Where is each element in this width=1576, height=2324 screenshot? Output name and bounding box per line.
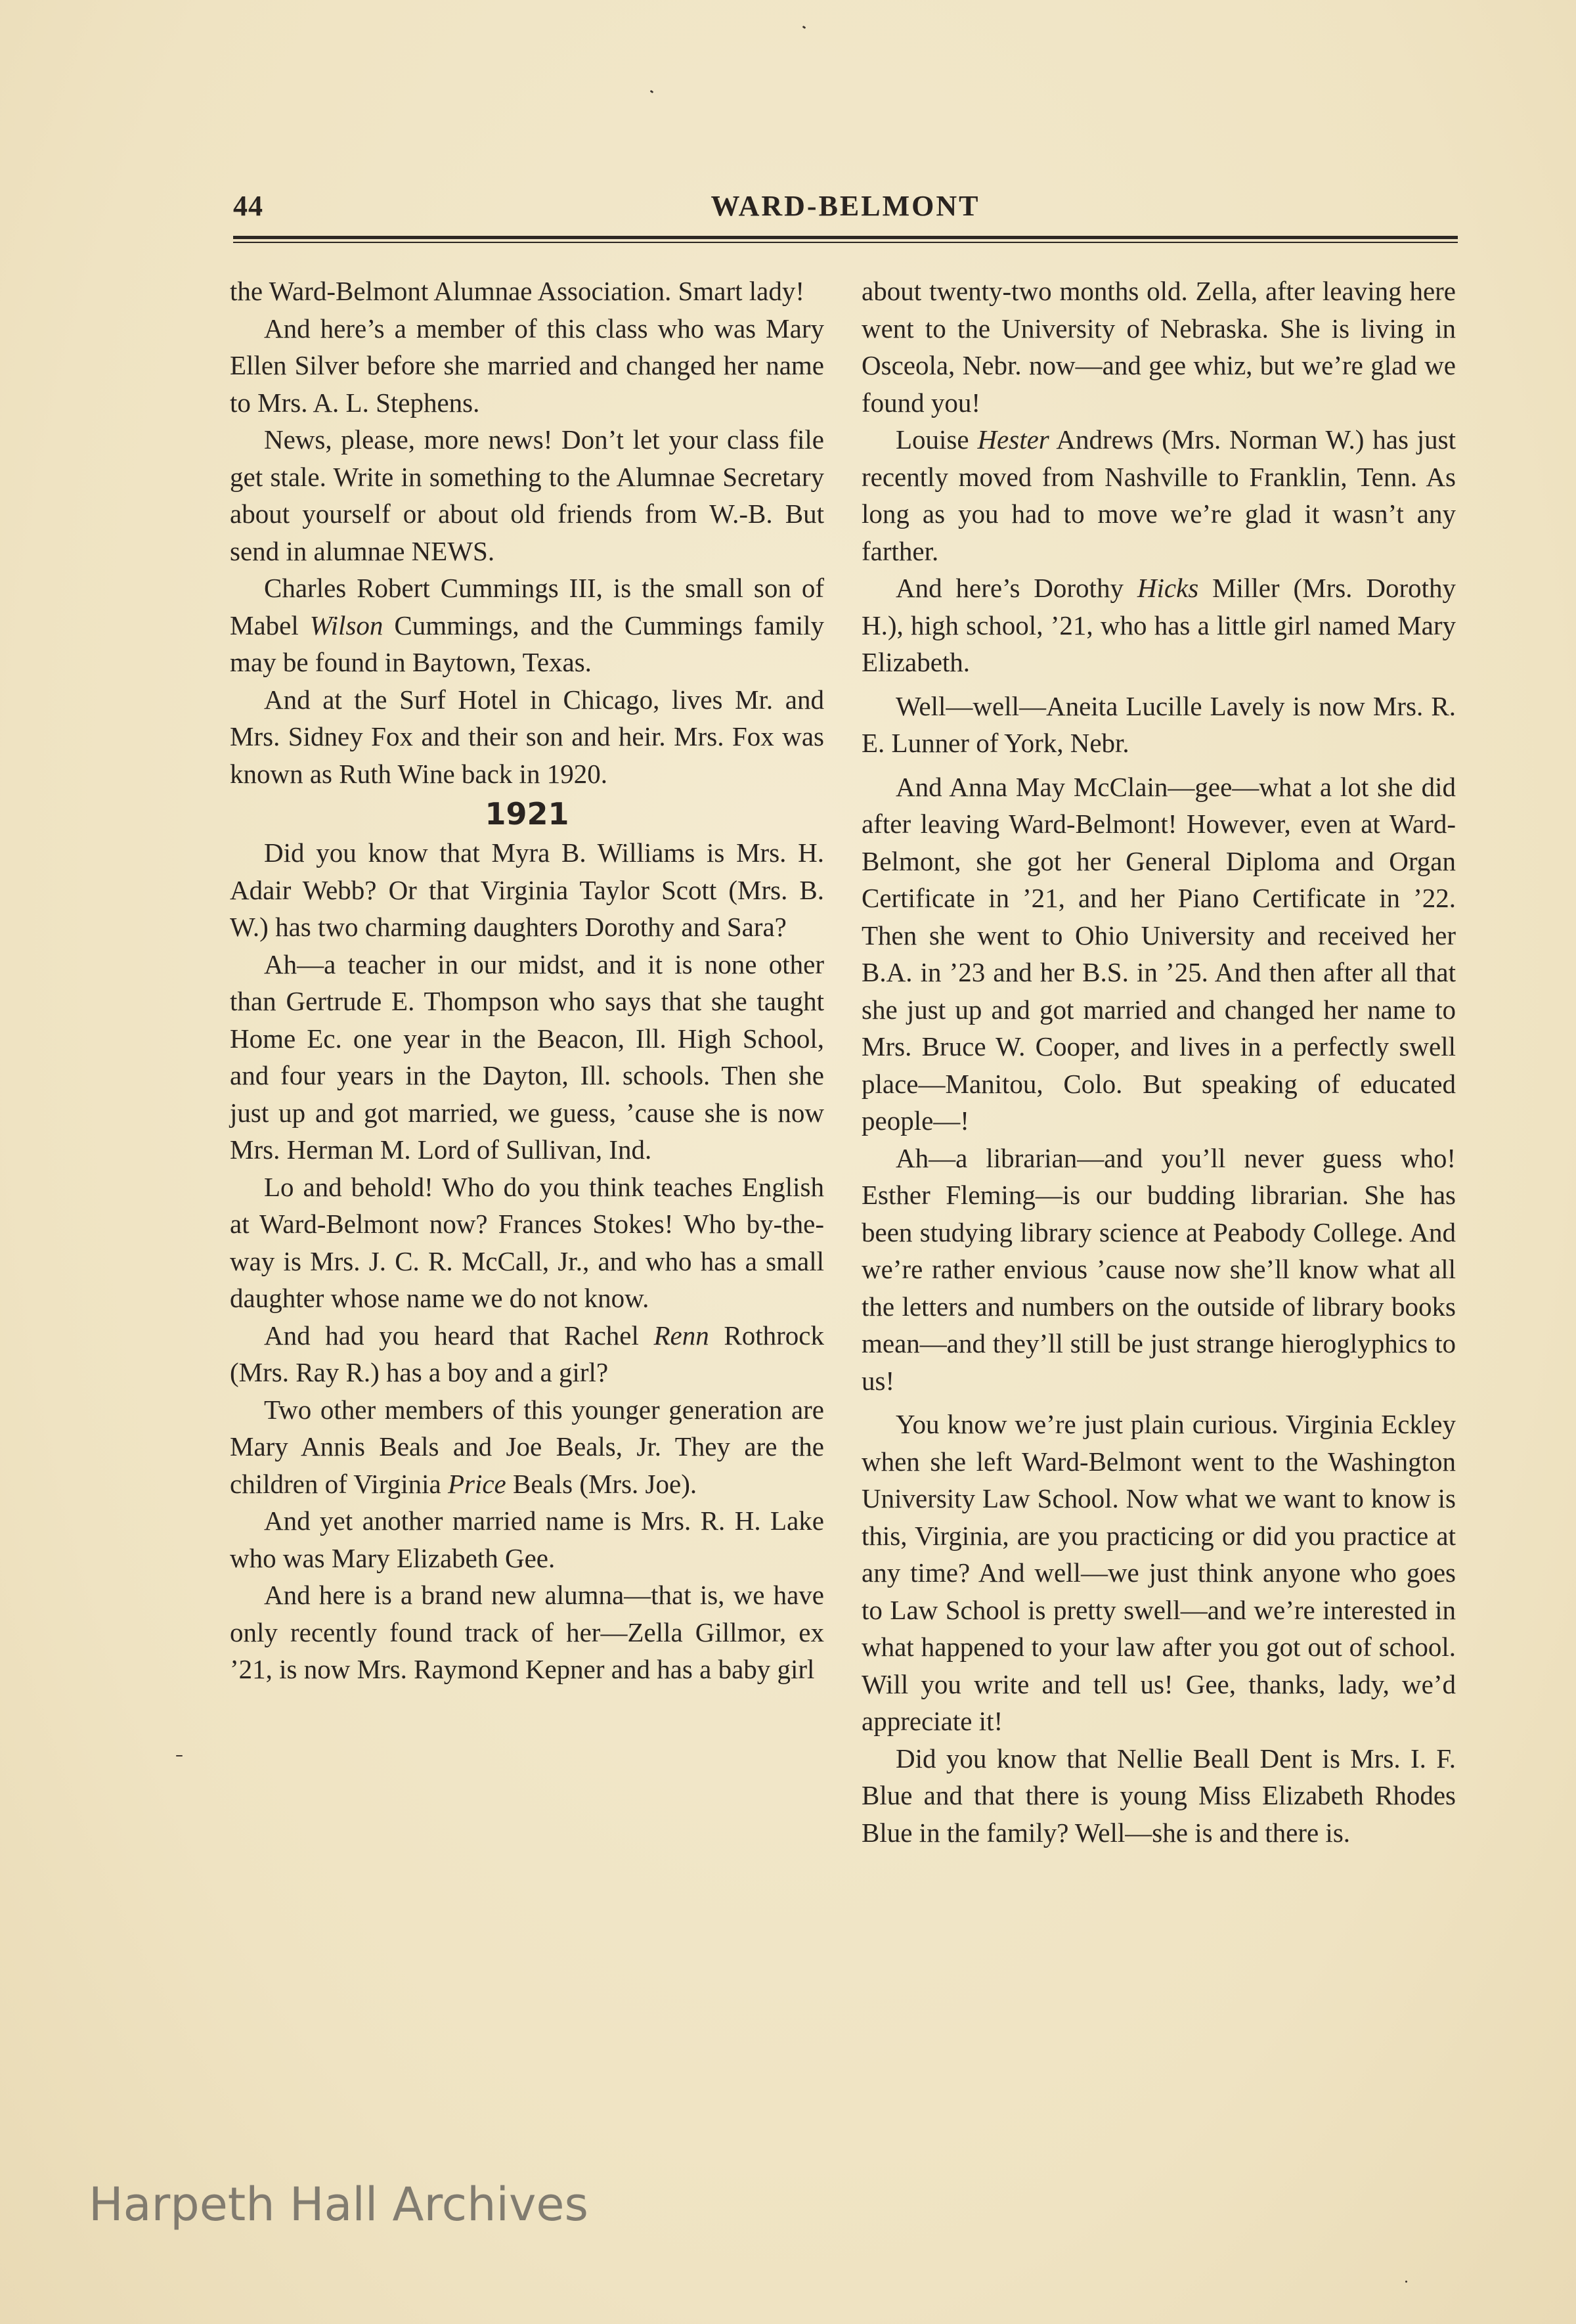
maiden-name: Hester [977, 424, 1049, 455]
right-column [862, 273, 1456, 1851]
text-run: Andrews (Mrs. Norman W.) has just recently moved from Nashville to Franklin, Tenn. As long as you had to move we’re glad it wasn’t any farther. [862, 424, 1456, 566]
text-run: Miller (Mrs. Dorothy H.), high school, ’21, who has a little girl named Mary Elizabeth. [862, 573, 1456, 677]
header-rule-thick [233, 236, 1458, 239]
paragraph: And Anna May McClain—gee—what a lot she did after leaving Ward-Belmont! However, even at Ward-Belmont, she got her General Diploma and Organ Certificate in ’21, and her Piano Certificate in ’22. Then she went to Ohio University and received her B.A. in ’23 and her B.S. in ’25. And then after all that she just up and got married and changed her name to Mrs. Bruce W. Cooper, and lives in a perfectly swell place—Manitou, Colo. But speaking of educated people—! [862, 771, 1456, 1136]
text-run: Charles Robert Cummings III, is the small son of Mabel [230, 573, 824, 640]
paragraph: Did you know that Myra B. Williams is Mrs. H. Adair Webb? Or that Virginia Taylor Scott (Mrs. B. W.) has two charming daughters Dorothy and Sara? [230, 838, 824, 942]
maiden-name: Hicks [1137, 573, 1199, 603]
text-run: Cummings, and the Cummings family may be found in Baytown, Texas. [230, 610, 824, 677]
paragraph: Did you know that Nellie Beall Dent is Mrs. I. F. Blue and that there is young Miss Elizabeth Rhodes Blue in the family? Well—she is and there is. [862, 1743, 1456, 1848]
page-header [233, 189, 1458, 229]
scan-speck [176, 1755, 183, 1756]
left-column [230, 273, 824, 1688]
scan-speck [1405, 2280, 1407, 2283]
running-head: WARD-BELMONT [711, 190, 980, 222]
maiden-name: Price [447, 1468, 506, 1499]
page-number: 44 [233, 190, 263, 222]
paragraph [230, 570, 824, 681]
scan-speck [650, 90, 654, 93]
archive-watermark: Harpeth Hall Archives [89, 2178, 588, 2231]
paragraph: the Ward-Belmont Alumnae Association. Smart lady! [230, 276, 805, 306]
paragraph: And here’s a member of this class who was Mary Ellen Silver before she married and changed her name to Mrs. A. L. Stephens. [230, 313, 824, 418]
paragraph: And yet another married name is Mrs. R. H. Lake who was Mary Elizabeth Gee. [230, 1506, 824, 1573]
paragraph: News, please, more news! Don’t let your class file get stale. Write in something to the Alumnae Secretary about yourself or about old friends from W.-B. But send in alumnae NEWS. [230, 424, 824, 566]
paragraph [230, 1391, 824, 1503]
text-run: Beals (Mrs. Joe). [506, 1468, 697, 1499]
year-heading: 1921 [485, 796, 569, 832]
text-run: Rothrock (Mrs. Ray R.) has a boy and a girl? [230, 1320, 824, 1387]
header-rule-thin [233, 242, 1458, 243]
paragraph: about twenty-two months old. Zella, after leaving here went to the University of Nebraska. She is living in Osceola, Nebr. now—and gee whiz, but we’re glad we found you! [862, 276, 1456, 418]
paragraph: Ah—a teacher in our midst, and it is none other than Gertrude E. Thompson who says that she taught Home Ec. one year in the Beacon, Ill. High School, and four years in the Dayton, Ill. schools. Then she just up and got married, we guess, ’cause she is now Mrs. Herman M. Lord of Sullivan, Ind. [230, 949, 824, 1165]
paragraph: And here is a brand new alumna—that is, we have only recently found track of her—Zella Gillmor, ex ’21, is now Mrs. Raymond Kepner and has a baby girl [230, 1580, 824, 1684]
maiden-name: Renn [653, 1320, 709, 1351]
text-run: And here’s Dorothy [896, 573, 1137, 603]
paragraph [862, 570, 1456, 681]
paragraph: Ah—a librarian—and you’ll never guess who! Esther Fleming—is our budding librarian. She has been studying library science at Peabody College. And we’re rather envious ’cause now she’ll know what all the letters and numbers on the outside of library books mean—and they’ll still be just strange hieroglyphics to us! [862, 1142, 1456, 1396]
text-run: Louise [896, 424, 978, 455]
paragraph: You know we’re just plain curious. Virginia Eckley when she left Ward-Belmont went to the Washington University Law School. Now what we want to know is this, Virginia, are you practicing or did you practice at any time? And well—we just think anyone who goes to Law School is pretty swell—and we’re interested in what happened to your law after you got out of school. Will you write and tell us! Gee, thanks, lady, we’d appreciate it! [862, 1409, 1456, 1736]
paragraph: And at the Surf Hotel in Chicago, lives Mr. and Mrs. Sidney Fox and their son and heir. Mrs. Fox was known as Ruth Wine back in 1920. [230, 684, 824, 789]
scan-speck [802, 26, 806, 29]
maiden-name: Wilson [309, 610, 383, 640]
paragraph: Well—well—Aneita Lucille Lavely is now Mrs. R. E. Lunner of York, Nebr. [862, 690, 1456, 758]
paragraph: Lo and behold! Who do you think teaches English at Ward-Belmont now? Frances Stokes! Who by-the-way is Mrs. J. C. R. McCall, Jr., and who has a small daughter whose name we do not know. [230, 1171, 824, 1313]
text-run: And had you heard that Rachel [264, 1320, 654, 1351]
paragraph [230, 1317, 824, 1391]
paragraph [862, 421, 1456, 570]
text-run: Two other members of this younger generation are Mary Annis Beals and Joe Beals, Jr. They are the children of Virginia [230, 1394, 824, 1499]
